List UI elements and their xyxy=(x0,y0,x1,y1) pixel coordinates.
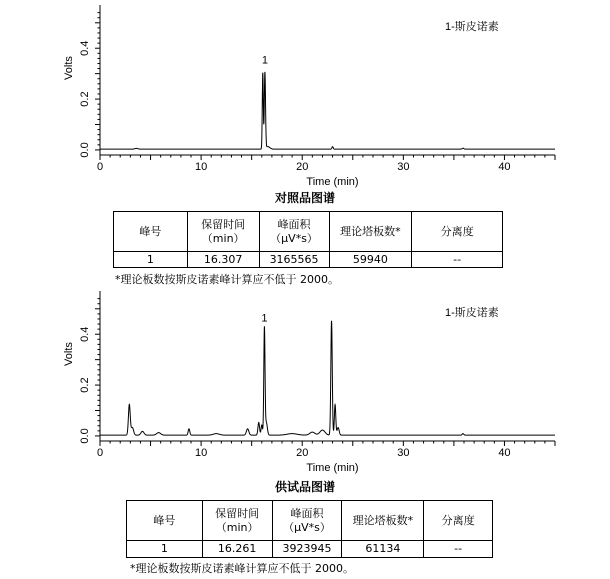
table-row xyxy=(127,541,493,558)
x-tick-label: 20 xyxy=(296,161,309,173)
cell-peak-number: 1 xyxy=(114,252,188,268)
chromatogram-trace xyxy=(100,321,555,435)
x-axis-label: Time (min) xyxy=(306,176,359,188)
y-tick-label: 0.2 xyxy=(79,377,91,393)
cell-resolution: -- xyxy=(412,252,503,268)
reference-chromatogram xyxy=(0,0,610,190)
sample-chromatogram xyxy=(0,286,610,476)
y-tick-label: 0.4 xyxy=(79,326,91,342)
legend-label: 1-斯皮诺素 xyxy=(445,21,499,33)
peak-label: 1 xyxy=(261,312,268,325)
cell-peak-area: 3923945 xyxy=(272,541,342,558)
x-axis-label: Time (min) xyxy=(306,462,359,474)
chromatogram-trace xyxy=(100,72,555,149)
peak-label: 1 xyxy=(261,54,268,67)
sample-footnote: *理论板数按斯皮诺素峰计算应不低于 2000。 xyxy=(130,562,354,575)
y-tick-label: 0.2 xyxy=(79,91,91,107)
y-axis-label: Volts xyxy=(63,56,75,80)
x-tick-label: 40 xyxy=(498,447,511,459)
x-tick-label: 10 xyxy=(194,161,208,173)
header-peak-area: 峰面积 （μV*s） xyxy=(272,501,342,541)
cell-peak-area: 3165565 xyxy=(259,252,329,268)
table-header-row xyxy=(127,501,493,541)
legend-label: 1-斯皮诺素 xyxy=(445,307,499,319)
header-peak-area: 峰面积 （μV*s） xyxy=(259,212,329,252)
table-header-row xyxy=(114,212,503,252)
y-tick-label: 0.0 xyxy=(79,428,91,444)
header-retention-time: 保留时间 （min） xyxy=(202,501,272,541)
cell-retention-time: 16.261 xyxy=(202,541,272,558)
table-row xyxy=(114,252,503,268)
header-peak-number: 峰号 xyxy=(127,501,203,541)
chart-title-sample: 供试品图谱 xyxy=(274,480,335,494)
cell-theoretical-plates: 61134 xyxy=(342,541,424,558)
y-tick-label: 0.4 xyxy=(79,40,91,56)
cell-peak-number: 1 xyxy=(127,541,203,558)
cell-resolution: -- xyxy=(424,541,493,558)
x-tick-label: 0 xyxy=(96,447,104,459)
reference-results-table xyxy=(113,211,503,268)
y-axis-label: Volts xyxy=(63,342,75,366)
y-tick-label: 0.0 xyxy=(79,142,91,158)
x-tick-label: 30 xyxy=(397,447,410,459)
header-peak-number: 峰号 xyxy=(114,212,188,252)
cell-theoretical-plates: 59940 xyxy=(329,252,412,268)
header-theoretical-plates: 理论塔板数* xyxy=(342,501,424,541)
x-tick-label: 30 xyxy=(397,161,410,173)
header-retention-time: 保留时间 （min） xyxy=(187,212,259,252)
x-tick-label: 10 xyxy=(194,447,208,459)
x-tick-label: 40 xyxy=(498,161,511,173)
header-resolution: 分离度 xyxy=(424,501,493,541)
x-tick-label: 0 xyxy=(96,161,104,173)
header-theoretical-plates: 理论塔板数* xyxy=(329,212,412,252)
sample-results-table xyxy=(126,500,493,558)
chart-title-reference: 对照品图谱 xyxy=(274,191,335,205)
header-resolution: 分离度 xyxy=(412,212,503,252)
x-tick-label: 20 xyxy=(296,447,309,459)
reference-footnote: *理论板数按斯皮诺素峰计算应不低于 2000。 xyxy=(115,273,339,286)
cell-retention-time: 16.307 xyxy=(187,252,259,268)
